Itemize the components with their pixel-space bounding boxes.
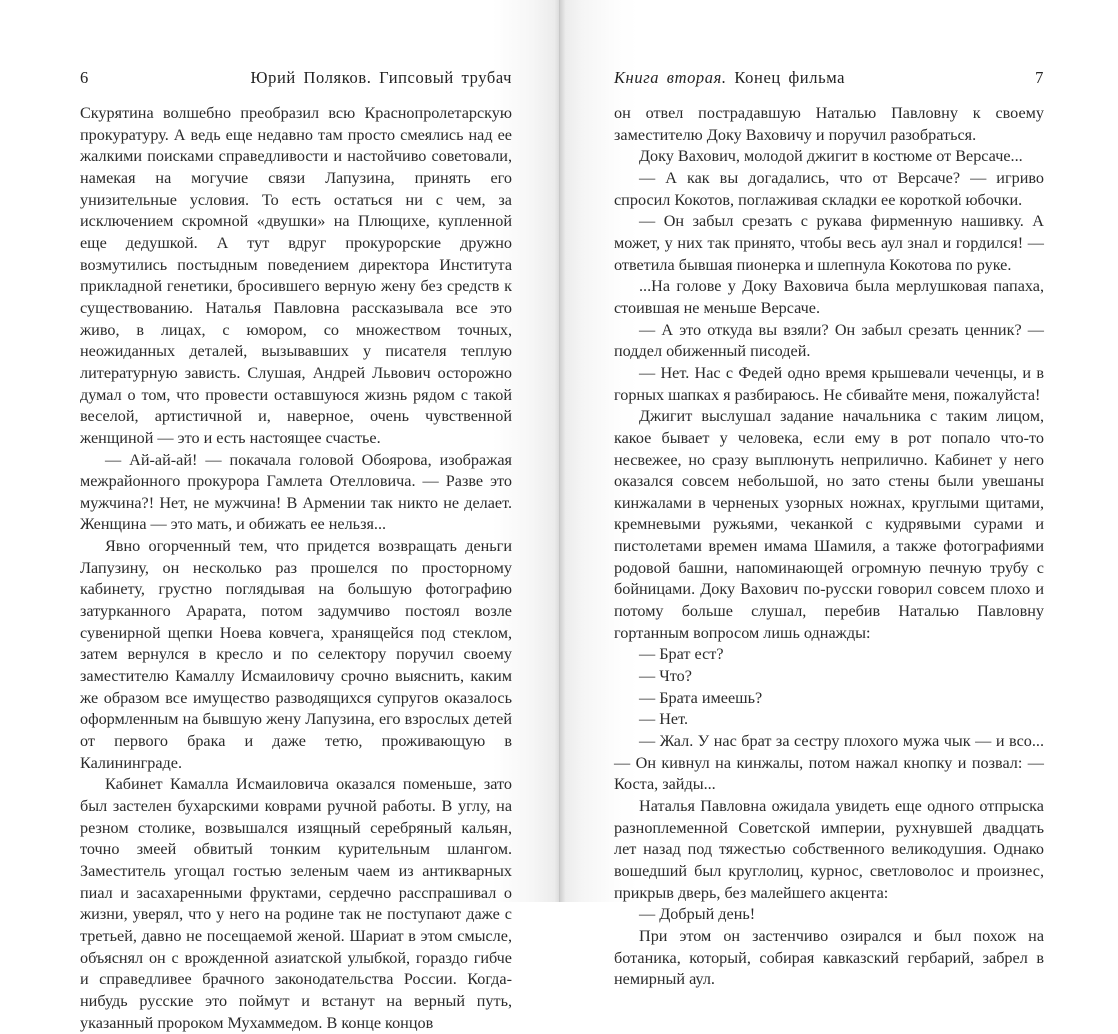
paragraph: Явно огорченный тем, что придется возвращать деньги Лапузину, он несколько раз прошелся по просторному кабинету, грустно поглядывая на большую фотографию затурканного Арарата, потом задумчиво постоял возле сувенирной щепки Ноева ковчега, хранящейся под стеклом, затем вернулся в кресло и по селектору поручил своему заместителю Камаллу Исмаиловичу срочно выяснить, каким же образом все имущество разводящихся супругов оказалось оформленным на бывшую жену Лапузина, его взрослых детей от первого брака и даже тетю, проживающую в Калининграде. (80, 537, 512, 772)
left-page-body (80, 103, 512, 1034)
paragraph: — Жал. У нас брат за сестру плохого мужа чык — и всо... — Он кивнул на кинжалы, потом нажал кнопку и позвал: — Коста, зайды... (614, 732, 1044, 794)
paragraph: Джигит выслушал задание начальника с таким лицом, какое бывает у человека, если ему в рот попало что-то несвежее, но сразу выплюнуть неприлично. Кабинет у него оказался совсем небольшой, но зато стены были увешаны кинжалами в черненых узорных ножнах, круглыми щитами, кремневыми ружьями, чеканкой с кудрявыми сурами и пистолетами времен имама Шамиля, а также фотографиями родовой башни, напоминающей огромную печную трубу с бойницами. Доку Вахович по-русски говорил совсем плохо и потому больше слушал, перебив Наталью Павловну гортанным вопросом лишь однажды: (614, 407, 1044, 642)
paragraph: — Что? (639, 667, 692, 686)
paragraph: — А это откуда вы взяли? Он забыл срезать ценник? — поддел обиженный писодей. (614, 320, 1044, 361)
paragraph: Кабинет Камалла Исмаиловича оказался поменьше, зато был застелен бухарскими коврами ручной работы. В углу, на резном столике, возвышался изящный серебряный кальян, точно змеей обвитый тонким курительным шлангом. Заместитель угощал гостью зеленым чаем из антикварных пиал и засахаренными фруктами, сердечно расспрашивал о жизни, уверял, что у него на родине так не поступают даже с третьей, давно не посещаемой женой. Шариат в этом смысле, объяснял он с врожденной азиатской улыбкой, гораздо гибче и справедливее брачного законодательства России. Когда-нибудь русские это поймут и встанут на верный путь, указанный пророком Мухаммедом. В конце концов (80, 775, 512, 1032)
running-head-book-part: Книга вторая. (614, 68, 727, 87)
paragraph: — А как вы догадались, что от Версаче? — игриво спросил Кокотов, поглаживая складки ее короткой юбочки. (614, 168, 1044, 209)
right-page-body (614, 103, 1044, 991)
paragraph: — Добрый день! (639, 905, 756, 924)
running-head-chapter: Конец фильма (734, 68, 846, 87)
page-number-right: 7 (1035, 68, 1044, 87)
right-page (560, 0, 1118, 989)
paragraph: — Нет. Нас с Федей одно время крышевали чеченцы, и в горных шапках я разбираюсь. Не сбивайте меня, пожалуйста! (614, 363, 1044, 404)
paragraph: — Брат ест? (639, 645, 724, 664)
left-page (0, 0, 560, 1032)
paragraph: При этом он застенчиво озирался и был похож на ботаника, который, собирая кавказский гербарий, забрел в немирный аул. (614, 926, 1044, 989)
running-head-title-right (614, 68, 845, 88)
paragraph: Наталья Павловна ожидала увидеть еще одного отпрыска разноплеменной Советской империи, рухнувшей двадцать лет назад под тяжестью собственного великодушия. Однако вошедший был круглолиц, курнос, светловолос и произнес, прикрыв дверь, без малейшего акцента: (614, 797, 1044, 902)
page-number-left: 6 (80, 68, 89, 87)
paragraph: Скурятина волшебно преобразил всю Краснопролетарскую прокуратуру. А ведь еще недавно там просто смеялись над ее жалкими поисками справедливости и настойчиво советовали, намекая на могучие связи Лапузина, принять его унизительные условия. То есть остаться ни с чем, за исключением скромной «двушки» на Плющихе, купленной еще дедушкой. А тут вдруг прокурорские дружно возмутились постыдным поведением директора Института прикладной генетики, бросившего верную жену без средств к существованию. Наталья Павловна рассказывала все это живо, в лицах, с юмором, со множеством точных, неожиданных деталей, вызывавших у писателя теплую литературную зависть. Слушая, Андрей Львович осторожно думал о том, что провести оставшуюся жизнь рядом с такой веселой, артистичной и, наверное, очень чувственной женщиной — это и есть настоящее счастье. (80, 104, 512, 447)
paragraph: — Ай-ай-ай! — покачала головой Обоярова, изображая межрайонного прокурора Гамлета Отелловича. — Разве это мужчина?! Нет, не мужчина! В Армении так никто не делает. Женщина — это мать, и обижать ее нельзя... (80, 450, 512, 534)
paragraph: ...На голове у Доку Ваховича была мерлушковая папаха, стоившая не меньше Версаче. (614, 277, 1044, 317)
right-running-head (614, 68, 1044, 90)
paragraph: — Он забыл срезать с рукава фирменную нашивку. А может, у них так принято, чтобы весь аул знал и гордился! — ответила бывшая пионерка и шлепнула Кокотова по руке. (614, 212, 1044, 274)
left-running-head (80, 68, 512, 90)
paragraph: — Нет. (639, 710, 689, 729)
paragraph: — Брата имеешь? (639, 688, 763, 707)
paragraph: он отвел пострадавшую Наталью Павловну к своему заместителю Доку Ваховичу и поручил разобраться. (614, 104, 1044, 144)
paragraph: Доку Вахович, молодой джигит в костюме от Версаче... (639, 147, 1023, 166)
running-head-title-left: Юрий Поляков. Гипсовый трубач (250, 68, 512, 87)
